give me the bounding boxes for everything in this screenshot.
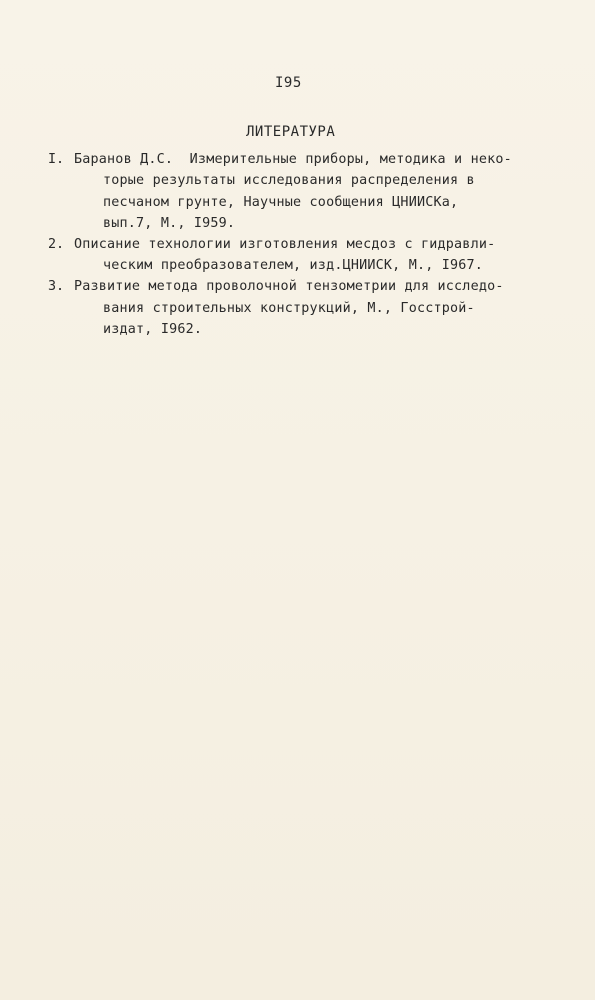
reference-3-number: 3. [48, 279, 65, 294]
reference-3-line-3: издат, I962. [103, 322, 203, 337]
reference-1-line-3: песчаном грунте, Научные сообщения ЦНИИСКа, [103, 195, 459, 210]
reference-3-line-1: Развитие метода проволочной тензометрии для исследо- [74, 279, 504, 294]
references-heading: ЛИТЕРАТУРА [246, 124, 336, 140]
reference-3-line-2: вания строительных конструкций, М., Госстрой- [103, 301, 475, 316]
reference-1-number: I. [48, 152, 65, 167]
reference-1-line-2: торые результаты исследования распределения в [103, 173, 475, 188]
reference-2-line-2: ческим преобразователем, изд.ЦНИИСК, М., I967. [103, 258, 484, 273]
page-number: I95 [275, 75, 302, 91]
reference-2-line-1: Описание технологии изготовления месдоз с гидравли- [74, 237, 496, 252]
reference-1-line-1: Баранов Д.С. Измерительные приборы, методика и неко- [74, 152, 512, 167]
reference-2-number: 2. [48, 237, 65, 252]
reference-1-line-4: вып.7, М., I959. [103, 216, 236, 231]
